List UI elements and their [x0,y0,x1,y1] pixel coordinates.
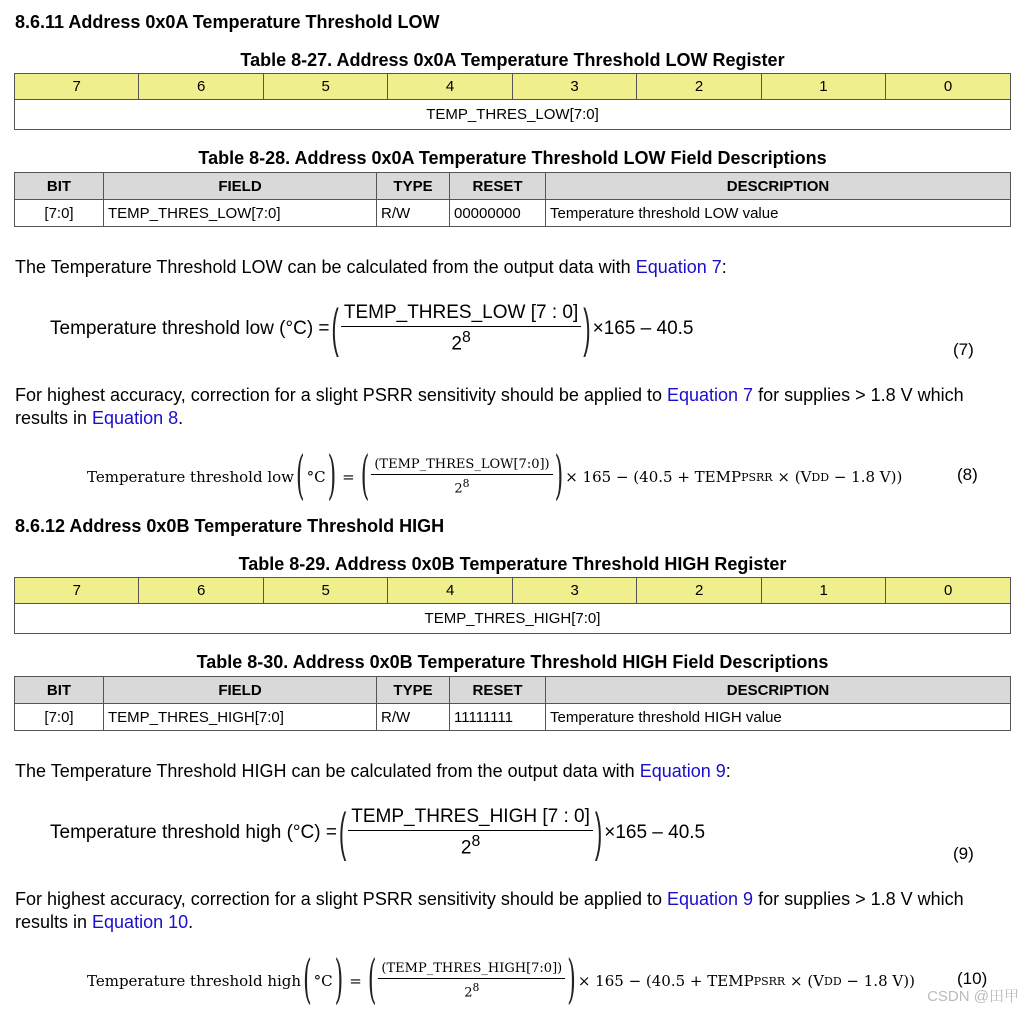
cell-bit: [7:0] [15,704,104,731]
equation-link[interactable]: Equation 7 [666,385,754,405]
register-table [14,577,1011,634]
base: 2 [464,985,473,1001]
cell-type: R/W [377,704,450,731]
eq-term: − 1.8 V [841,972,904,990]
text: for supplies > 1.8 V which results in [15,385,964,428]
unit: °C [306,468,326,486]
bit-cell: 0 [886,578,1011,604]
cell-type: R/W [377,200,450,227]
header-description: DESCRIPTION [546,677,1011,704]
left-paren: ( [331,297,339,358]
eq-lhs: Temperature threshold low (°C) = [50,318,330,339]
bit-cell: 4 [388,74,512,100]
exponent: 8 [461,329,471,347]
bit-cell: 4 [388,578,512,604]
bit-cell: 6 [139,74,263,100]
text: For highest accuracy, correction for a slight PSRR sensitivity should be applied to [15,385,667,405]
eq-lhs: Temperature threshold high [87,972,302,990]
bit-cell: 3 [512,578,636,604]
table-row [15,200,1011,227]
cell-field: TEMP_THRES_HIGH[7:0] [104,704,377,731]
table-row [15,704,1011,731]
field-table-caption: Table 8-28. Address 0x0A Temperature Threshold LOW Field Descriptions [198,148,827,168]
bit-cell: 1 [761,578,885,604]
text: for supplies > 1.8 V which results in [15,889,964,932]
right-paren: ) [567,951,576,1011]
equation-simple [50,801,706,862]
header-reset: RESET [450,677,546,704]
base: 2 [460,837,472,859]
left-paren: ( [360,447,370,507]
equation-link[interactable]: Equation 8 [92,408,179,428]
right-paren: ) [594,801,603,862]
header-reset: RESET [450,173,546,200]
eq-term: V [813,972,825,990]
register-table [14,73,1011,130]
fraction [348,806,593,859]
text: . [178,408,184,428]
equation-number: (8) [957,465,978,484]
field-table-caption: Table 8-30. Address 0x0B Temperature Threshold HIGH Field Descriptions [196,652,829,672]
eq-lhs: Temperature threshold low [87,468,294,486]
bit-cell: 1 [761,74,885,100]
unit: °C [313,972,333,990]
eq-term: V [800,468,812,486]
register-field-cell: TEMP_THRES_LOW[7:0] [15,100,1011,130]
left-paren: ( [303,951,312,1011]
text: . [188,912,194,932]
equation-number: (7) [953,340,974,359]
right-paren: ) [334,951,344,1011]
bit-cell: 5 [263,74,387,100]
subscript: DD [824,974,842,988]
eq-term: 40.5 + TEMP [651,972,754,990]
subscript: DD [811,470,830,484]
left-paren: ( [338,801,347,862]
register-section [0,504,1025,1011]
equation-corrected: Temperature threshold high ( °C ) = ( $\frac{\text{(TEMP\_THRES\_HIGH[7:0])}}{2^8}$ ) × 165 − ( 40.5 + TEMP PSRR × ( V DD − 1.8 V )) [87,951,915,1011]
cell-bit: [7:0] [15,200,104,227]
header-field: FIELD [104,173,377,200]
correction-paragraph [15,384,1015,430]
numerator: (TEMP_THRES_LOW[7:0]) [371,457,552,475]
bit-cell: 7 [15,578,139,604]
eq-term: 40.5 + TEMP [639,468,742,486]
equation-number: (10) [957,969,988,988]
cell-reset: 11111111 [450,704,546,731]
bit-cell: 3 [512,74,636,100]
header-field: FIELD [104,677,377,704]
exponent: 8 [472,981,480,995]
base: 2 [454,481,463,497]
section-heading: 8.6.12 Address 0x0B Temperature Threshold HIGH [15,516,445,536]
cell-description: Temperature threshold LOW value [546,200,1011,227]
header-type: TYPE [377,677,450,704]
field-table [14,172,1011,227]
watermark: CSDN @田甲 [927,988,1019,1005]
denominator [451,327,470,355]
text: The Temperature Threshold LOW can be calculated from the output data with [15,257,636,277]
right-paren: ) [327,447,337,507]
eq-rhs: ×165 – 40.5 [604,822,706,843]
text: The Temperature Threshold HIGH can be calculated from the output data with [15,761,640,781]
fraction [371,457,552,496]
base: 2 [451,333,462,355]
eq-term: × [785,972,808,990]
eq-term: × [772,468,795,486]
bit-cell: 5 [263,578,387,604]
numerator: (TEMP_THRES_HIGH[7:0]) [378,961,565,979]
fraction [341,302,581,355]
section-heading: 8.6.11 Address 0x0A Temperature Threshold LOW [15,12,440,32]
denominator [461,831,480,859]
equation-link[interactable]: Equation 9 [639,761,726,781]
correction-paragraph [15,888,1015,934]
eq-term: − 1.8 V [829,468,891,486]
eq-rhs: ×165 – 40.5 [592,318,694,339]
cell-description: Temperature threshold HIGH value [546,704,1011,731]
denominator [454,475,469,496]
intro-paragraph: The Temperature Threshold HIGH can be calculated from the output data with Equation 9: [15,761,731,781]
eq-term: × 165 − [577,972,646,990]
header-type: TYPE [377,173,450,200]
field-table [14,676,1011,731]
numerator: TEMP_THRES_HIGH [7 : 0] [348,806,593,831]
right-paren: ) [554,447,564,507]
text: For highest accuracy, correction for a slight PSRR sensitivity should be applied to [15,889,667,909]
bit-cell: 2 [637,578,761,604]
subscript: PSRR [741,470,773,484]
exponent: 8 [471,833,481,851]
eq-term: × 165 − [565,468,634,486]
denominator [464,979,479,1000]
equation-link[interactable]: Equation 10 [92,912,189,932]
cell-reset: 00000000 [450,200,546,227]
bit-cell: 6 [139,578,263,604]
numerator: TEMP_THRES_LOW [7 : 0] [341,302,581,327]
fraction [378,961,565,1000]
equation-simple [50,297,694,358]
equation-link[interactable]: Equation 9 [666,889,754,909]
register-table-caption: Table 8-29. Address 0x0B Temperature Threshold HIGH Register [238,554,787,574]
equation-corrected: Temperature threshold low ( °C ) = ( $\frac{\text{(TEMP\_THRES\_LOW[7:0])}}{2^8}$ ) × 165 − ( 40.5 + TEMP PSRR × ( V DD − 1.8 V )) [87,447,903,507]
equation-link[interactable]: Equation 7 [635,257,722,277]
equation-number: (9) [953,844,974,863]
header-bit: BIT [15,677,104,704]
cell-field: TEMP_THRES_LOW[7:0] [104,200,377,227]
register-field-cell: TEMP_THRES_HIGH[7:0] [15,604,1011,634]
header-bit: BIT [15,173,104,200]
eq-lhs: Temperature threshold high (°C) = [50,822,337,843]
exponent: 8 [462,477,470,491]
intro-paragraph: The Temperature Threshold LOW can be calculated from the output data with Equation 7: [15,257,727,277]
left-paren: ( [367,951,377,1011]
bit-cell: 7 [15,74,139,100]
right-paren: ) [583,297,591,358]
bit-cell: 2 [637,74,761,100]
bit-cell: 0 [886,74,1011,100]
header-description: DESCRIPTION [546,173,1011,200]
register-table-caption: Table 8-27. Address 0x0A Temperature Threshold LOW Register [240,50,785,70]
left-paren: ( [296,447,305,507]
subscript: PSRR [753,974,786,988]
